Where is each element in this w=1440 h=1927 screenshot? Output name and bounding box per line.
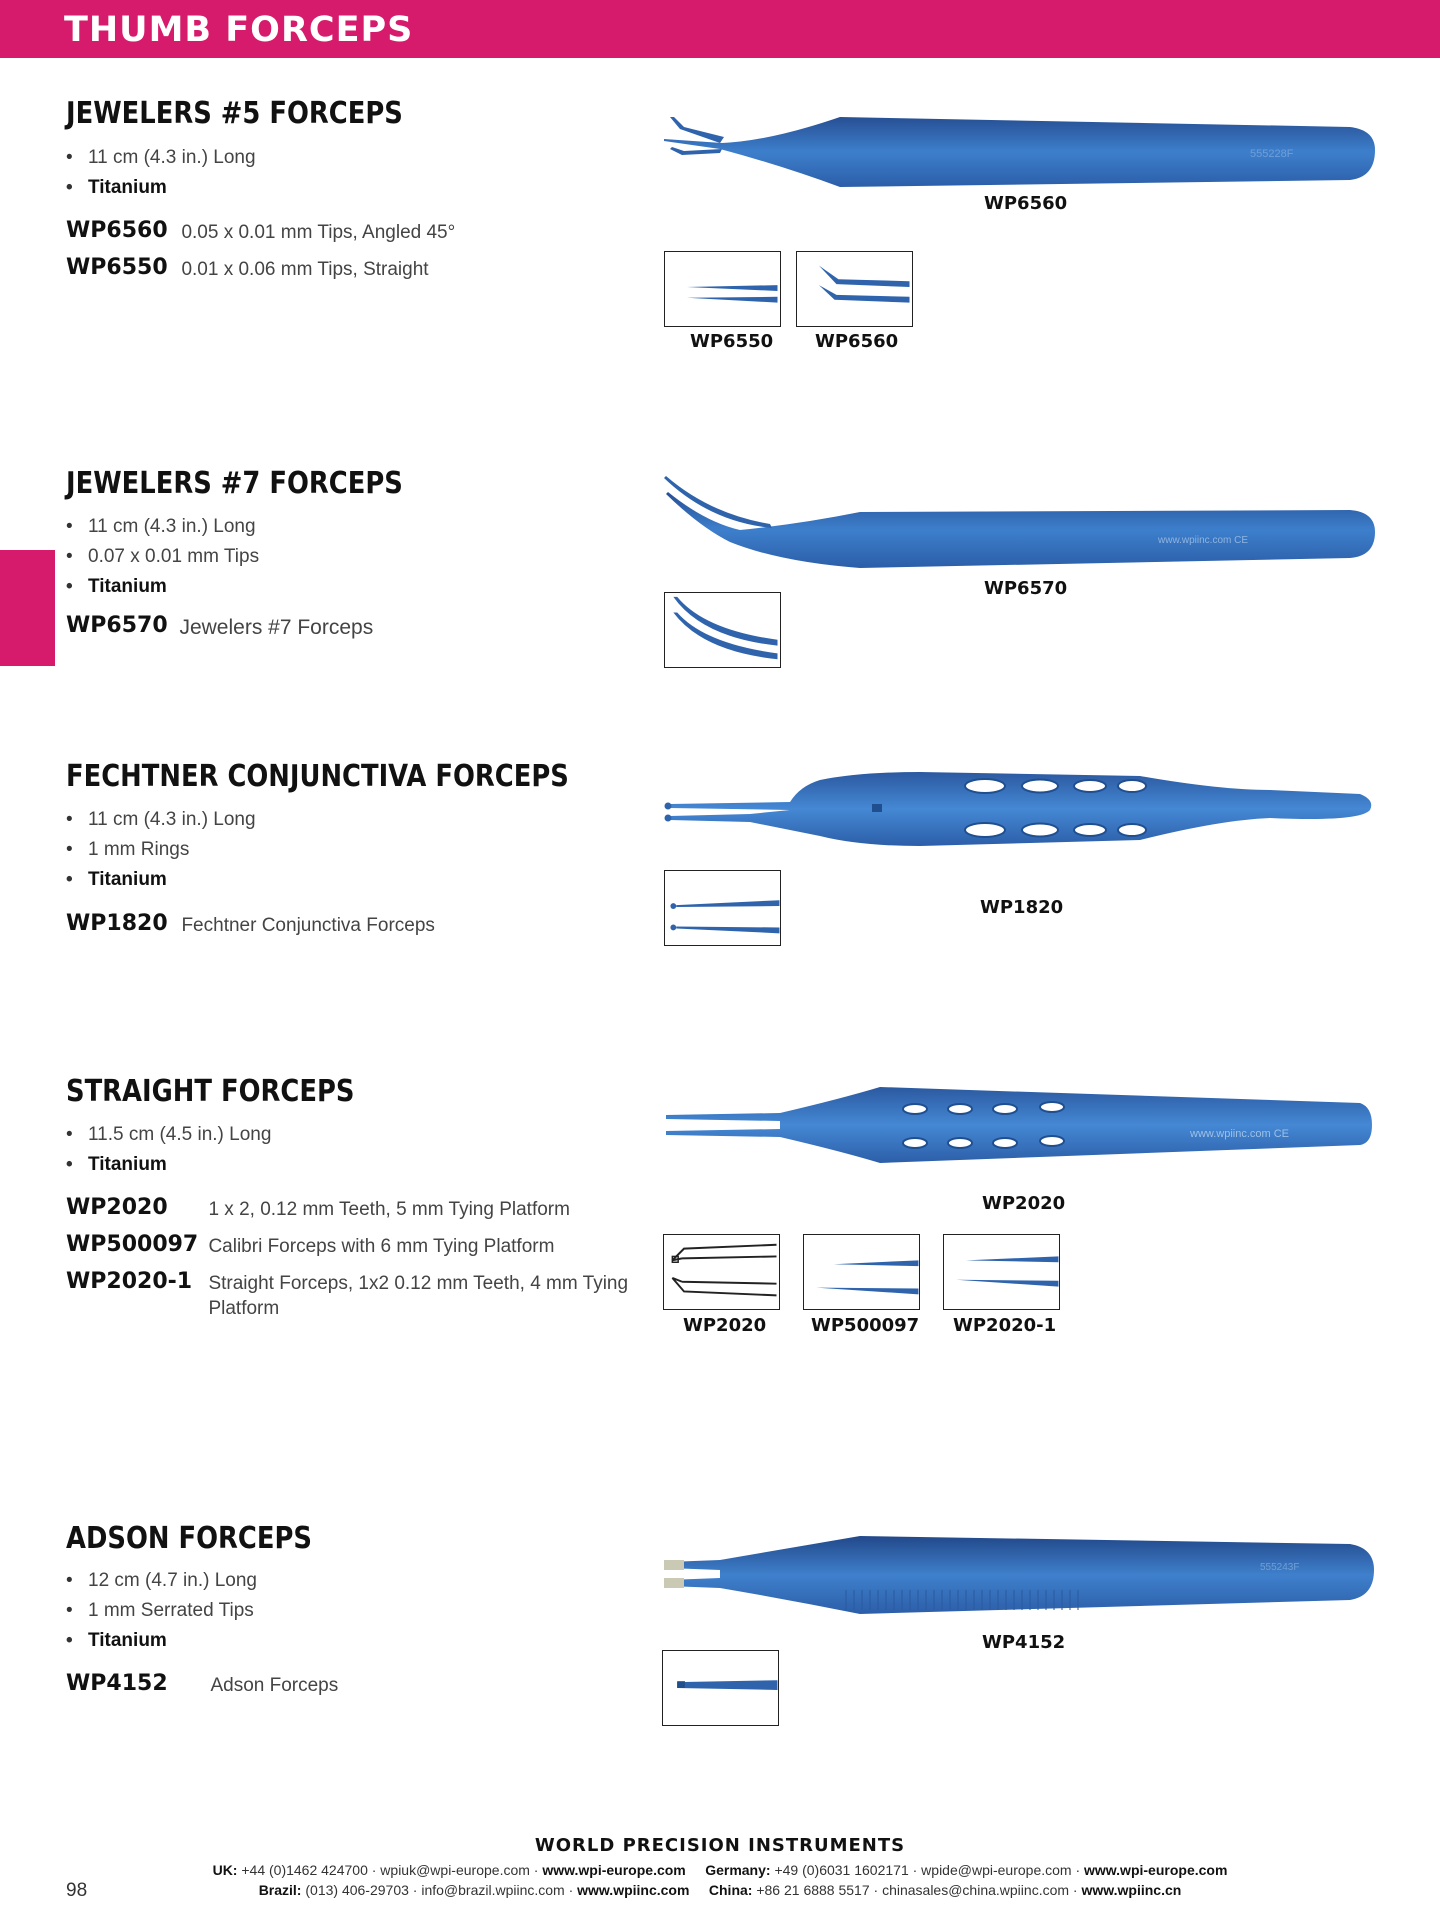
spec-item: • 1 mm Rings — [66, 835, 256, 865]
footer-br-web[interactable]: www.wpiinc.com — [577, 1882, 690, 1898]
section-title: JEWELERS #7 FORCEPS — [66, 466, 403, 501]
footer-uk-text: +44 (0)1462 424700 · wpiuk@wpi-europe.com · — [241, 1862, 539, 1878]
footer-uk-label: UK: — [212, 1862, 238, 1878]
spec-item: • Titanium — [66, 572, 259, 602]
product-description: Straight Forceps, 1x2 0.12 mm Teeth, 4 mm Tying Platform — [208, 1273, 629, 1319]
image-label: WP2020 — [683, 1315, 767, 1336]
svg-text:555228F: 555228F — [1250, 148, 1294, 160]
product-row — [66, 1232, 554, 1259]
tip-thumbnail-wp6570 — [664, 592, 781, 668]
tip-thumbnail-wp500097 — [803, 1234, 920, 1310]
forceps-photo-wp2020 — [660, 1085, 1380, 1165]
forceps-photo-wp6560 — [660, 105, 1380, 195]
product-row — [66, 1195, 570, 1222]
image-label: WP6560 — [984, 193, 1068, 214]
tip-thumbnail-wp1820 — [664, 870, 781, 946]
product-code: WP6560 — [66, 218, 168, 243]
product-code: WP4152 — [66, 1671, 168, 1696]
spec-item: • 12 cm (4.7 in.) Long — [66, 1566, 257, 1596]
spec-list — [66, 805, 256, 895]
product-description: Calibri Forceps with 6 mm Tying Platform — [208, 1236, 555, 1257]
image-label: WP6570 — [984, 578, 1068, 599]
svg-text:www.wpiinc.com CE: www.wpiinc.com CE — [1158, 535, 1249, 546]
forceps-photo-wp1820 — [660, 770, 1380, 850]
section-title: FECHTNER CONJUNCTIVA FORCEPS — [66, 759, 569, 794]
footer-cn-web[interactable]: www.wpiinc.cn — [1081, 1882, 1182, 1898]
product-row — [66, 613, 373, 640]
image-label: WP1820 — [980, 897, 1064, 918]
svg-text:www.wpiinc.com CE: www.wpiinc.com CE — [1190, 1128, 1290, 1140]
product-row — [66, 1269, 658, 1321]
spec-list — [66, 512, 259, 602]
side-tab-marker — [0, 550, 55, 666]
tip-thumbnail-wp2020-1 — [943, 1234, 1060, 1310]
section-title: ADSON FORCEPS — [66, 1521, 312, 1556]
footer-uk-web[interactable]: www.wpi-europe.com — [542, 1862, 686, 1878]
footer-br-text: (013) 406-29703 · info@brazil.wpiinc.com · — [305, 1882, 574, 1898]
product-description: Jewelers #7 Forceps — [179, 616, 374, 639]
image-label: WP2020 — [982, 1193, 1066, 1214]
svg-text:555243F: 555243F — [1260, 1562, 1300, 1573]
product-description: Adson Forceps — [210, 1675, 339, 1696]
page-title: THUMB FORCEPS — [64, 10, 414, 50]
spec-list — [66, 1566, 257, 1656]
image-label: WP6550 — [690, 331, 774, 352]
footer-br-label: Brazil: — [258, 1882, 302, 1898]
product-row — [66, 911, 435, 938]
product-description: 0.05 x 0.01 mm Tips, Angled 45° — [181, 222, 456, 243]
footer-contact-line — [0, 1882, 1440, 1898]
tip-thumbnail-wp6560 — [796, 251, 913, 327]
tip-thumbnail-wp2020 — [663, 1234, 780, 1310]
spec-list — [66, 1120, 271, 1180]
product-description: 1 x 2, 0.12 mm Teeth, 5 mm Tying Platform — [208, 1199, 570, 1220]
image-label: WP4152 — [982, 1632, 1066, 1653]
tip-thumbnail-wp4152 — [662, 1650, 779, 1726]
product-code: WP2020-1 — [66, 1269, 193, 1294]
spec-item: • 11 cm (4.3 in.) Long — [66, 143, 256, 173]
section-title: STRAIGHT FORCEPS — [66, 1074, 355, 1109]
spec-list — [66, 143, 256, 203]
footer-de-web[interactable]: www.wpi-europe.com — [1084, 1862, 1228, 1878]
image-label: WP2020-1 — [953, 1315, 1057, 1336]
spec-item: • 11.5 cm (4.5 in.) Long — [66, 1120, 271, 1150]
header-bar — [0, 0, 1440, 58]
forceps-photo-wp4152 — [660, 1530, 1380, 1620]
product-code: WP500097 — [66, 1232, 199, 1257]
spec-item: • 11 cm (4.3 in.) Long — [66, 512, 259, 542]
page-number: 98 — [66, 1880, 88, 1901]
product-row — [66, 218, 455, 245]
footer-company: WORLD PRECISION INSTRUMENTS — [534, 1835, 906, 1856]
product-code: WP2020 — [66, 1195, 168, 1220]
product-row — [66, 255, 429, 282]
spec-item: • Titanium — [66, 865, 256, 895]
section-title: JEWELERS #5 FORCEPS — [66, 96, 403, 131]
tip-thumbnail-wp6550 — [664, 251, 781, 327]
image-label: WP500097 — [811, 1315, 920, 1336]
footer-de-label: Germany: — [705, 1862, 771, 1878]
footer-de-text: +49 (0)6031 1602171 · wpide@wpi-europe.com · — [774, 1862, 1081, 1878]
product-row — [66, 1671, 338, 1698]
forceps-photo-wp6570 — [660, 472, 1380, 572]
spec-item: • 11 cm (4.3 in.) Long — [66, 805, 256, 835]
footer-cn-label: China: — [708, 1882, 753, 1898]
footer-contact-line — [0, 1862, 1440, 1878]
product-code: WP6570 — [66, 613, 168, 638]
spec-item: • Titanium — [66, 1150, 271, 1180]
product-description: 0.01 x 0.06 mm Tips, Straight — [181, 259, 429, 280]
spec-item: • Titanium — [66, 1626, 257, 1656]
product-description: Fechtner Conjunctiva Forceps — [181, 915, 435, 936]
spec-item: • 0.07 x 0.01 mm Tips — [66, 542, 259, 572]
spec-item: • 1 mm Serrated Tips — [66, 1596, 257, 1626]
product-code: WP6550 — [66, 255, 168, 280]
footer-cn-text: +86 21 6888 5517 · chinasales@china.wpiinc.com · — [756, 1882, 1078, 1898]
product-code: WP1820 — [66, 911, 168, 936]
spec-item: • Titanium — [66, 173, 256, 203]
image-label: WP6560 — [815, 331, 899, 352]
